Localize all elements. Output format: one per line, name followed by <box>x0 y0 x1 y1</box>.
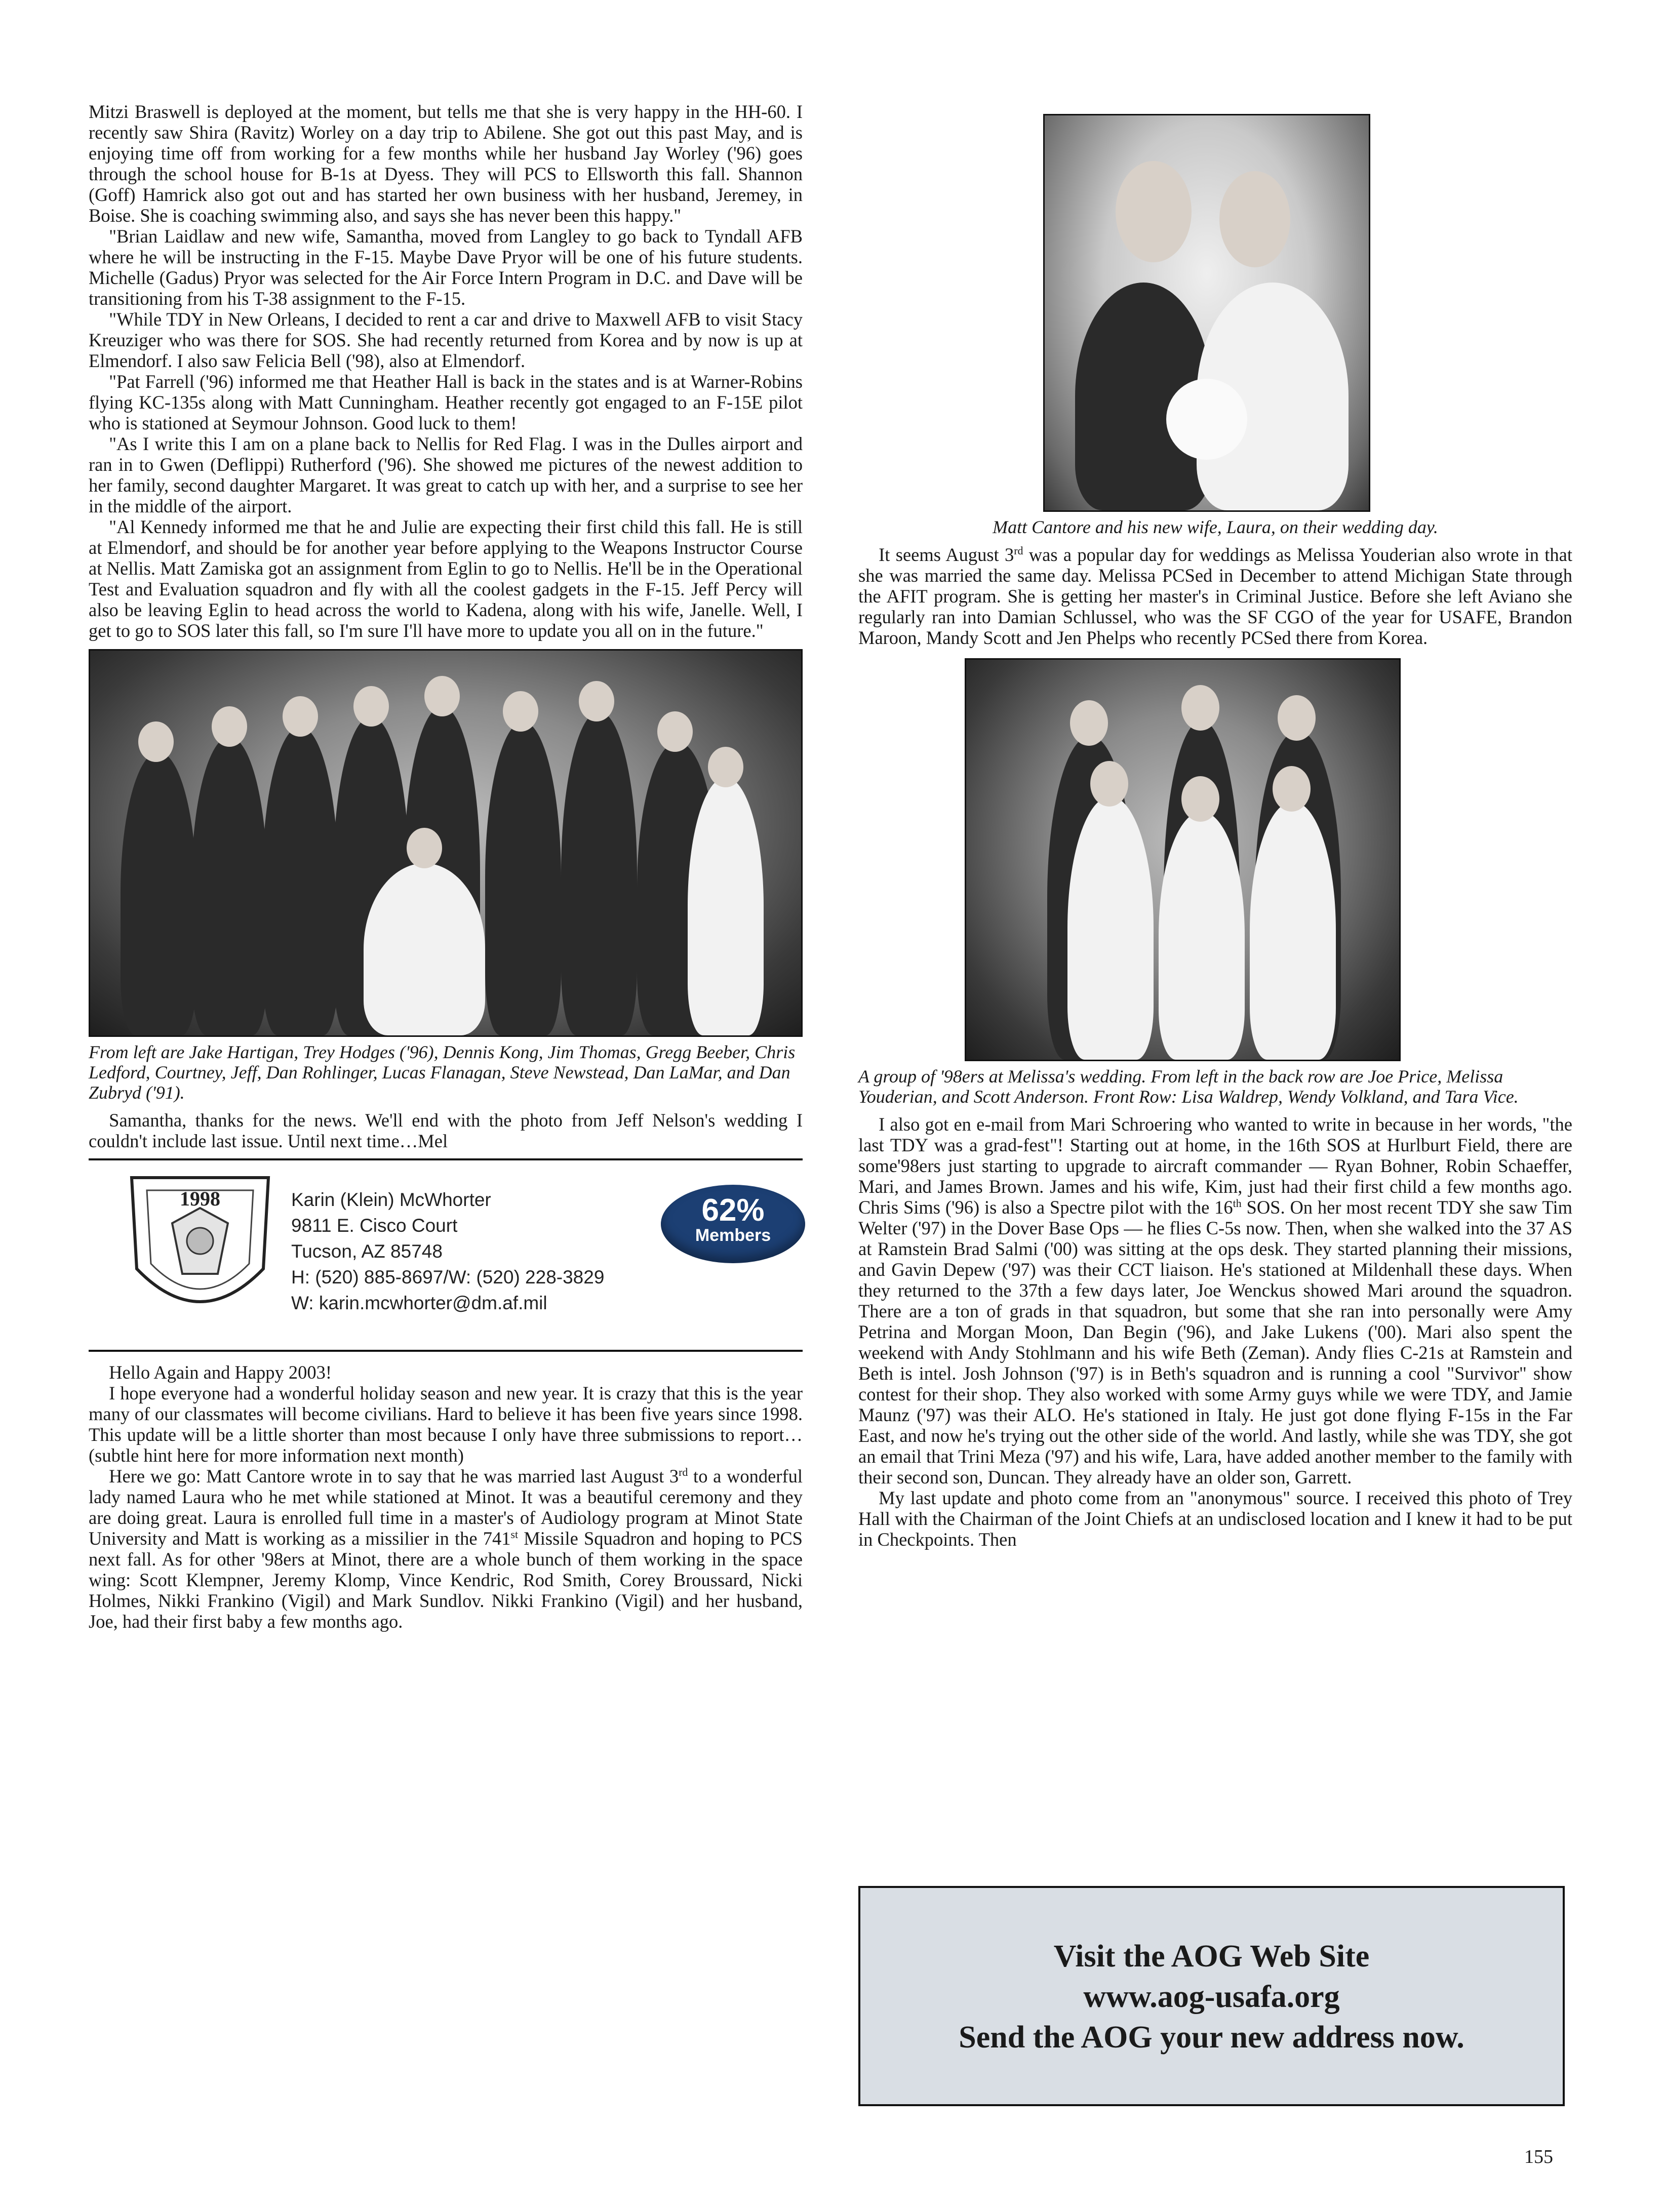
class-crest-icon <box>111 1168 289 1335</box>
class-contact-block <box>89 1160 803 1343</box>
ad-line-visit: Visit the AOG Web Site <box>1053 1939 1370 1974</box>
left-column <box>89 101 803 1632</box>
paragraph-youderian: It seems August 3rd was a popular day for weddings as Melissa Youderian also wrote in that she was married the same day. Melissa PCSed in December to attend Michigan State through the AFIT program. She is getting her master's in Criminal Justice. Before she left Aviano she regularly ran into Damian Schlussel, who was the SF CGO of the year for USAFE, Brandon Maroon, Mandy Scott and Jen Phelps who recently PCSed there from Korea. <box>858 544 1573 648</box>
paragraph-laidlaw: "Brian Laidlaw and new wife, Samantha, moved from Langley to go back to Tyndall AFB where he will be instructing in the F-15. Maybe Dave Pryor will be one of his future students. Michelle (Gadus) Pryor was selected for the Air Force Intern Program in D.C. and Dave will be transitioning from his T-38 assignment to the F-15. <box>89 226 803 309</box>
photo-group-wedding <box>965 658 1401 1061</box>
paragraph-kreuziger: "While TDY in New Orleans, I decided to rent a car and drive to Maxwell AFB to visit Stacy Kreuziger who was there for SOS. She had recently returned from Korea and by now is up at Elmendorf. I also saw Felicia Bell ('98), also at Elmendorf. <box>89 309 803 371</box>
paragraph-closing: Samantha, thanks for the news. We'll end with the photo from Jeff Nelson's wedding I couldn't include last issue. Until next time…Mel <box>89 1110 803 1151</box>
paragraph-holiday: I hope everyone had a wonderful holiday season and new year. It is crazy that this is the year many of our classmates will become civilians. Hard to believe it has been five years since 1998. This update will be a little shorter than most because I only have three submissions to report…(subtle hint here for more information next month) <box>89 1383 803 1466</box>
paragraph-schroering: I also got en e-mail from Mari Schroering who wanted to write in because in her words, "the last TDY was a grad-fest"! Starting out at home, in the 16th SOS at Hurlburt Field, there are some'98ers just starting to upgrade to aircraft commander — Ryan Bohner, Robin Schaeffer, Mari, and James Brown. James and his wife, Kim, just had their first child a few months ago. Chris Sims ('96) is also a Spectre pilot with the 16th SOS. On her most recent TDY she saw Tim Welter ('97) in the Dover Base Ops — he flies C-5s now. Then, when she walked into the 37 AS at Ramstein Brad Salmi ('00) was sitting at the ops desk. They started planning their missions, and Gavin Depew ('97) was their CCT liaison. He's stationed at Mildenhall these days. When they returned to the 37th a few days later, Joe Wenckus showed Mari around the squadron. There are a ton of grads in that squadron, but some that she ran into personally were Amy Petrina and Morgan Moon, Dan Begin ('96), and Jake Lukens ('00). Mari also spent the weekend with Andy Stohlmann and his wife Beth (Zeman). Andy flies C-21s at Ramstein and Beth is intel. Josh Johnson ('97) is in Beth's squadron and is running a cool "Survivor" show contest for their shop. They also worked with some Army guys while we were TDY, and Jamie Maunz ('97) was their ALO. He's stationed in Italy. He just got done flying F-15s in the Far East, and now he's trying out the other side of the world. And lastly, while she was TDY, she got an email that Trini Meza ('97) and his wife, Lara, have added another member to the family with their second son, Duncan. They already have an older son, Garrett. <box>858 1114 1572 1487</box>
paragraph-cantore: Here we go: Matt Cantore wrote in to say that he was married last August 3rd to a wonderful lady named Laura who he met while stationed at Minot. It was a beautiful ceremony and they are doing great. Laura is enrolled full time in a master's of Audiology program at Minot State University and Matt is working as a missilier in the 741st Missile Squadron and hoping to PCS next fall. As for other '98ers at Minot, there are a whole bunch of them working in the space wing: Scott Klempner, Jeremy Klomp, Vince Kendric, Rod Smith, Corey Broussard, Nicki Holmes, Nikki Frankino (Vigil) and Mark Sundlov. Nikki Frankino (Vigil) and her husband, Joe, had their first baby a few months ago. <box>89 1465 803 1632</box>
right-column <box>858 114 1572 1550</box>
photo-caption-group-wedding: A group of '98ers at Melissa's wedding. From left in the back row are Joe Price, Melissa Youderian, and Scott Anderson. Front Row: Lisa Waldrep, Wendy Volkland, and Tara Vice. <box>858 1066 1519 1107</box>
aog-advertisement <box>858 1886 1565 2106</box>
membership-percent: 62% <box>701 1193 765 1228</box>
ad-website-link[interactable]: www.aog-usafa.org <box>1083 1980 1340 2014</box>
email-address[interactable]: W: karin.mcwhorter@dm.af.mil <box>291 1293 547 1313</box>
paragraph-greeting: Hello Again and Happy 2003! <box>109 1362 332 1383</box>
street-address: 9811 E. Cisco Court <box>291 1215 458 1236</box>
photo-caption-wedding: Matt Cantore and his new wife, Laura, on their wedding day. <box>993 517 1438 537</box>
contact-address <box>291 1187 604 1316</box>
paragraph-farrell: "Pat Farrell ('96) informed me that Heather Hall is back in the states and is at Warner-Robins flying KC-135s along with Matt Cunningham. Heather recently got engaged to an F-15E pilot who is stationed at Seymour Johnson. Good luck to them! <box>89 371 803 433</box>
svg-text:1998: 1998 <box>180 1187 220 1210</box>
membership-badge <box>661 1185 805 1263</box>
ad-line-address: Send the AOG your new address now. <box>959 2020 1464 2055</box>
photo-group-men <box>89 649 803 1037</box>
section-divider-bottom <box>89 1350 803 1352</box>
photo-wedding-couple <box>1043 114 1370 512</box>
membership-label: Members <box>695 1226 771 1245</box>
photo-caption-group-men: From left are Jake Hartigan, Trey Hodges ('96), Dennis Kong, Jim Thomas, Gregg Beeber, Chris Ledford, Courtney, Jeff, Dan Rohlinger, Lucas Flanagan, Steve Newstead, Dan LaMar, and Dan Zubryd ('91). <box>89 1042 796 1103</box>
paragraph-anonymous: My last update and photo come from an "anonymous" source. I received this photo of Trey Hall with the Chairman of the Joint Chiefs at an undisclosed location and I knew it had to be put in Checkpoints. Then <box>858 1487 1572 1550</box>
paragraph-nellis: "As I write this I am on a plane back to Nellis for Red Flag. I was in the Dulles airport and ran in to Gwen (Deflippi) Rutherford ('96). She showed me pictures of the newest addition to her family, second daughter Margaret. It was great to catch up with her, and a surprise to see her in the middle of the airport. <box>89 433 803 516</box>
phone-numbers: H: (520) 885-8697/W: (520) 228-3829 <box>291 1267 605 1288</box>
paragraph-braswell: Mitzi Braswell is deployed at the moment, but tells me that she is very happy in the HH-60. I recently saw Shira (Ravitz) Worley on a day trip to Abilene. She got out this past May, and is enjoying time off from working for a few months while her husband Jay Worley ('96) goes through the school house for B-1s at Dyess. They will PCS to Ellsworth this fall. Shannon (Goff) Hamrick also got out and has started her own business with her husband, Jeremey, in Boise. She is coaching swimming also, and says she has never been this happy." <box>89 101 803 226</box>
page-number: 155 <box>1524 2146 1553 2167</box>
class-scribe-name: Karin (Klein) McWhorter <box>291 1189 491 1210</box>
city-state-zip: Tucson, AZ 85748 <box>291 1241 443 1262</box>
paragraph-kennedy: "Al Kennedy informed me that he and Julie are expecting their first child this fall. He is still at Elmendorf, and should be for another year before applying to the Weapons Instructor Course at Nellis. Matt Zamiska got an assignment from Eglin to go to Nellis. He'll be in the Operational Test and Evaluation squadron and fly with all the coolest gadgets in the F-15. Jeff Percy will also be leaving Eglin to head across the world to Kadena, along with his wife, Janelle. Well, I get to go to SOS later this fall, so I'm sure I'll have more to update you all on in the future." <box>89 516 803 641</box>
